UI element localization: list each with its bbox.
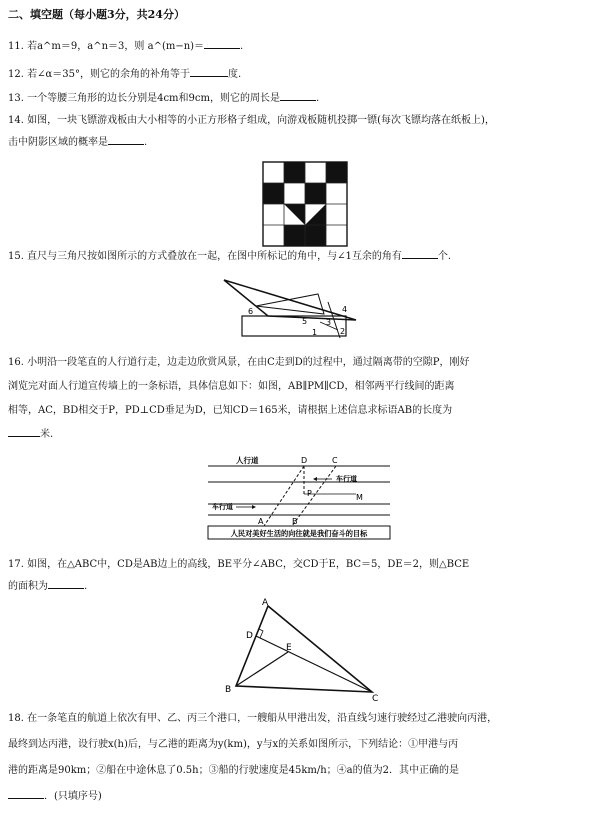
- angle-label-1: 1: [312, 328, 318, 337]
- q12-suffix: 度.: [227, 69, 242, 80]
- q13-text: 13. 一个等腰三角形的边长分别是4cm和9cm，则它的周长是: [8, 93, 280, 104]
- question-14-line-1: 14. 如图，一块飞镖游戏板由大小相等的小正方形格子组成，向游戏板随机投掷一镖(每次飞镖均落在纸板上)，: [8, 115, 495, 126]
- q15-text: 15. 直尺与三角尺按如图所示的方式叠放在一起，在图中所标记的角中，与∠1互余的角有: [8, 251, 402, 262]
- q17-text: 的面积为: [8, 581, 48, 592]
- dartboard-figure: [262, 161, 348, 247]
- q13-suffix: .: [315, 93, 320, 104]
- question-16-line-4: [8, 428, 604, 442]
- question-15: [8, 250, 604, 264]
- section-title: 二、填空题（每小题3分，共24分）: [8, 8, 185, 21]
- vertex-label-A: A: [262, 598, 269, 608]
- angle-label-6: 6: [248, 307, 254, 316]
- answer-blank-12[interactable]: [190, 76, 228, 77]
- question-11: [8, 40, 604, 54]
- answer-blank-11[interactable]: [204, 48, 240, 49]
- q12-text: 12. 若∠α＝35°，则它的余角的补角等于: [8, 69, 190, 80]
- q18-suffix: ．(只填序号): [44, 791, 102, 802]
- point-label-D: D: [301, 456, 308, 465]
- point-label-C: C: [332, 456, 338, 465]
- question-17-line-2: [8, 580, 604, 594]
- answer-blank-18[interactable]: [8, 798, 44, 799]
- q14-suffix: .: [144, 137, 148, 148]
- answer-blank-14[interactable]: [108, 144, 144, 145]
- vertex-label-D: D: [246, 631, 253, 641]
- angle-label-3: 3: [326, 318, 332, 327]
- question-16-line-2: 浏览完对面人行道宣传墙上的一条标语，具体信息如下：如图，AB∥PM∥CD，相邻两平行线间的距离: [8, 381, 455, 392]
- road-label-middle: 车行道: [336, 475, 357, 483]
- question-18-line-3: 港的距离是90km；②船在中途休息了0.5h；③船的行驶速度是45km/h；④a的值为2．其中正确的是: [8, 765, 460, 776]
- q11-equation: a^m＝9，a^n＝3，则 a^(m−n)＝: [37, 41, 205, 52]
- question-18-line-2: 最终到达丙港，设行驶x(h)后，与乙港的距离为y(km)，y与x的关系如图所示，下列结论：①甲港与丙: [8, 739, 459, 750]
- answer-blank-16[interactable]: [8, 436, 40, 437]
- question-16-line-1: 16. 小明沿一段笔直的人行道行走，边走边欣赏风景，在由C走到D的过程中，通过隔离带的空隙P，刚好: [8, 357, 470, 368]
- answer-blank-13[interactable]: [280, 100, 316, 101]
- road-label-bottom: 车行道: [212, 503, 233, 511]
- question-14-line-2: [8, 136, 604, 150]
- q17-suffix: .: [84, 581, 88, 592]
- question-17-line-1: 17. 如图，在△ABC中，CD是AB边上的高线，BE平分∠ABC，交CD于E，BC＝5，DE＝2，则△BCE: [8, 559, 470, 570]
- point-label-M: M: [356, 493, 363, 502]
- q14-text: 击中阴影区域的概率是: [8, 137, 108, 148]
- question-13: [8, 92, 604, 106]
- point-label-B: B: [292, 517, 298, 526]
- q11-suffix: .: [240, 41, 244, 52]
- q16-suffix: 米.: [40, 429, 54, 440]
- vertex-label-E: E: [286, 643, 292, 653]
- angle-label-2: 2: [340, 327, 346, 336]
- q15-suffix: 个.: [437, 251, 452, 262]
- road-slogan-figure: [206, 452, 392, 544]
- answer-blank-15[interactable]: [402, 258, 438, 259]
- ruler-triangle-figure: [220, 272, 360, 344]
- angle-label-4: 4: [342, 305, 348, 314]
- q11-prefix: 11. 若: [8, 41, 38, 52]
- question-16-line-3: 相等，AC，BD相交于P，PD⊥CD垂足为D，已知CD＝165米，请根据上述信息求标语AB的长度为: [8, 405, 453, 416]
- angle-label-5: 5: [302, 317, 308, 326]
- question-18-line-4: [8, 790, 604, 804]
- triangle-abc-figure: [222, 598, 384, 702]
- point-label-P: P: [307, 489, 312, 498]
- point-label-A: A: [258, 517, 264, 526]
- vertex-label-B: B: [225, 685, 232, 695]
- road-label-top: 人行道: [236, 456, 259, 465]
- vertex-label-C: C: [372, 694, 379, 702]
- question-18-line-1: 18. 在一条笔直的航道上依次有甲、乙、丙三个港口，一艘船从甲港出发，沿直线匀速行驶经过乙港驶向丙港，: [8, 713, 498, 724]
- question-12: [8, 68, 604, 82]
- slogan-text: 人民对美好生活的向往就是我们奋斗的目标: [230, 529, 368, 538]
- answer-blank-17[interactable]: [48, 588, 84, 589]
